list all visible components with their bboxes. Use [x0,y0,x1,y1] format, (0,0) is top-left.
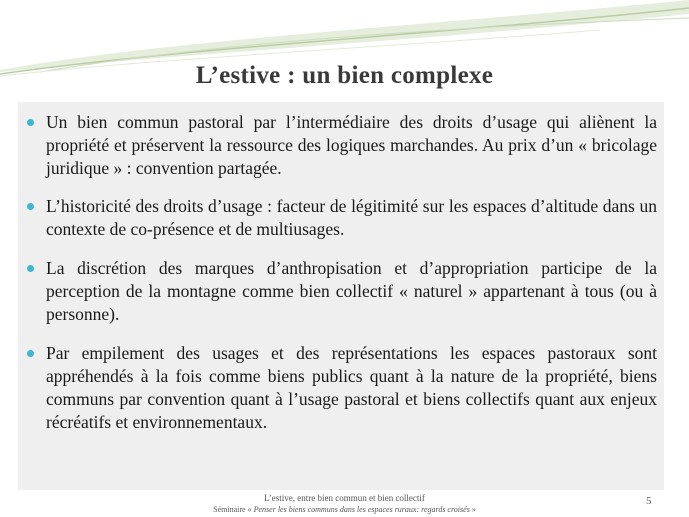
bullet-dot-icon [27,350,34,357]
bullet-text: Par empilement des usages et des représentations les espaces pastoraux sont appréhendés à la fois comme biens publics quant à la nature de la propriété, biens communs par convention quant à l’usage pastoral et biens collectifs quant aux enjeux récréatifs et environnementaux. [46,343,657,432]
bullet-dot-icon [27,265,34,272]
slide-title: L’estive : un bien complexe [195,62,494,89]
footer-seminar-suffix: » [469,505,476,514]
footer-seminar [0,504,689,515]
footer-seminar-prefix: Séminaire « [213,505,254,514]
page-number: 5 [646,495,652,507]
bullet-text: La discrétion des marques d’anthropisation et d’appropriation participe de la perception de la montagne comme bien collectif « naturel » appartenant à tous (ou à personne). [46,258,657,324]
bullet-dot-icon [27,203,34,210]
slide-footer [0,493,689,515]
bullet-text: Un bien commun pastoral par l’intermédiaire des droits d’usage qui aliènent la propriété et préservent la ressource des logiques marchandes. Au prix d’un « bricolage juridique » : convention partagée. [46,112,657,178]
footer-title: L’estive, entre bien commun et bien collectif [264,493,425,503]
bullet-text: L’historicité des droits d’usage : facteur de légitimité sur les espaces d’altitude dans un contexte de co-présence et de multiusages. [46,196,657,239]
footer-seminar-title: Penser les biens communs dans les espaces ruraux: regards croisés [253,505,470,514]
content-box [18,102,664,490]
bullet-dot-icon [27,119,34,126]
